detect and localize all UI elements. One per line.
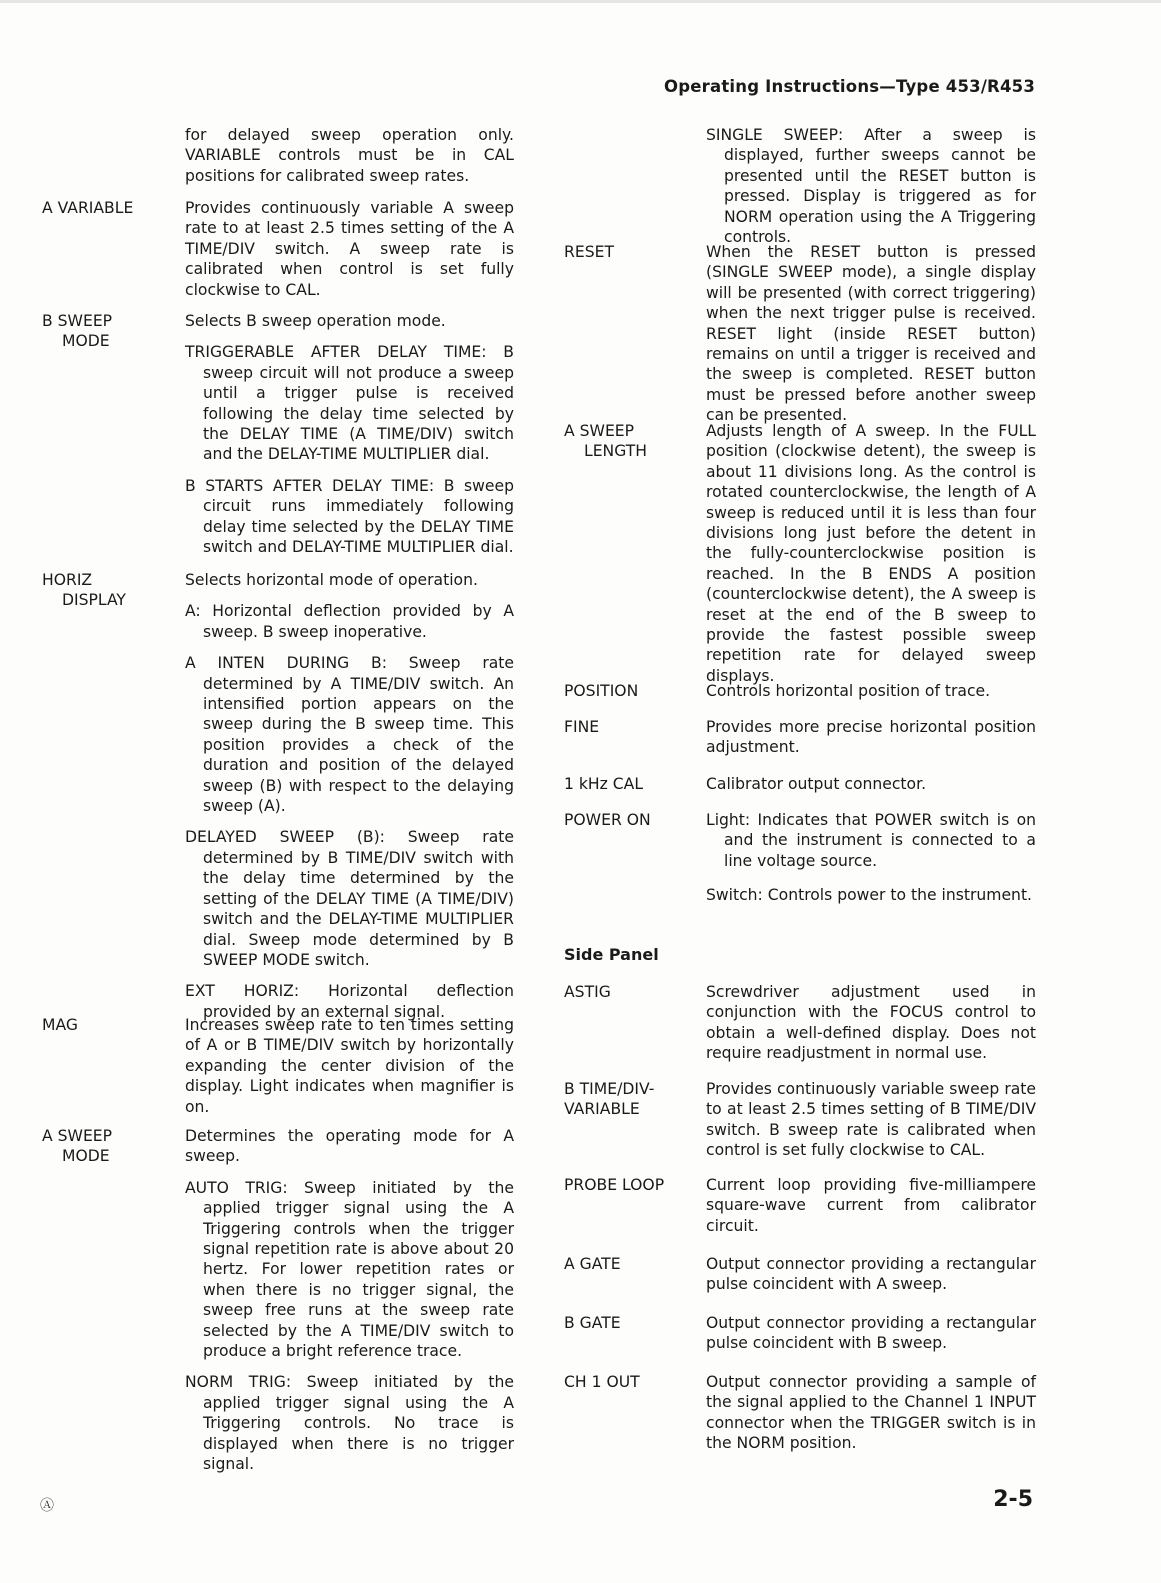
horiz-display-p3: A INTEN DURING B: Sweep rate determined by A TIME/DIV switch. An intensified portion appears on the sweep during the B sweep time. This position provides a check of the duration and position of the delayed sweep (B) with respect to the delaying sweep (A). (185, 654, 514, 816)
term-probe-loop: PROBE LOOP (564, 1176, 665, 1194)
desc-mag: Increases sweep rate to ten times setting of A or B TIME/DIV switch by horizontally expanding the center division of the display. Light indicates when magnifier is on. (185, 1016, 514, 1116)
desc-position: Controls horizontal position of trace. (706, 682, 991, 700)
desc-cal: Calibrator output connector. (706, 775, 927, 793)
term-reset: RESET (564, 243, 614, 261)
term-ch1-out: CH 1 OUT (564, 1373, 640, 1391)
desc-a-sweep-length: Adjusts length of A sweep. In the FULL position (clockwise detent), the sweep is about 11 divisions long. As the control is rotated counterclockwise, the length of A sweep is reduced until it is less than four divisions long just before the detent in the fully-counterclockwise position is reached. In the B ENDS A position (counterclockwise detent), the A sweep is reset at the end of the B sweep to provide the fastest possible sweep repetition rate for delayed sweep displays. (706, 422, 1036, 685)
desc-probe-loop: Current loop providing five-milliampere square-wave current from calibrator circuit. (706, 1176, 1036, 1235)
b-sweep-mode-p1: Selects B sweep operation mode. (185, 312, 446, 330)
intro-text: for delayed sweep operation only. VARIABLE controls must be in CAL positions for calibrated sweep rates. (185, 126, 514, 185)
term-power-on: POWER ON (564, 811, 651, 829)
term-b-sweep-mode: B SWEEP MODE (42, 312, 113, 351)
desc-reset: When the RESET button is pressed (SINGLE SWEEP mode), a single display will be presented (with correct triggering) when the next trigger pulse is received. RESET light (inside RESET button) remains on until a trigger is received and the sweep is completed. RESET button must be pressed before another sweep can be presented. (706, 243, 1036, 425)
footer-mark: Ⓐ (40, 1498, 54, 1514)
desc-astig: Screwdriver adjustment used in conjunction with the FOCUS control to obtain a well-defined display. Does not require readjustment in normal use. (706, 983, 1036, 1063)
term-mag: MAG (42, 1016, 78, 1034)
term-a-variable: A VARIABLE (42, 199, 134, 217)
term-position: POSITION (564, 682, 639, 700)
a-sweep-mode-p1: Determines the operating mode for A sweep. (185, 1127, 514, 1166)
desc-a-gate: Output connector providing a rectangular pulse coincident with A sweep. (706, 1255, 1036, 1294)
desc-ch1-out: Output connector providing a sample of the signal applied to the Channel 1 INPUT connector when the TRIGGER switch is in the NORM position. (706, 1373, 1036, 1453)
single-sweep-text: SINGLE SWEEP: After a sweep is displayed, further sweeps cannot be presented until the RESET button is pressed. Display is triggered as for NORM operation using the A Triggering controls. (706, 126, 1036, 247)
section-side-panel: Side Panel (564, 945, 659, 964)
power-on-p1: Light: Indicates that POWER switch is on and the instrument is connected to a line voltage source. (706, 811, 1036, 870)
b-sweep-mode-p2: TRIGGERABLE AFTER DELAY TIME: B sweep circuit will not produce a sweep until a trigger pulse is received following the delay time selected by the DELAY TIME (A TIME/DIV) switch and the DELAY-TIME MULTIPLIER dial. (185, 343, 514, 464)
a-sweep-mode-p3: NORM TRIG: Sweep initiated by the applied trigger signal using the A Triggering controls. No trace is displayed when there is no trigger signal. (185, 1373, 514, 1474)
desc-b-time-var: Provides continuously variable sweep rate to at least 2.5 times setting of B TIME/DIV switch. B sweep rate is calibrated when control is set fully clockwise to CAL. (706, 1080, 1036, 1160)
desc-b-gate: Output connector providing a rectangular pulse coincident with B sweep. (706, 1314, 1036, 1353)
a-sweep-mode-p2: AUTO TRIG: Sweep initiated by the applied trigger signal using the A Triggering controls when the trigger signal repetition rate is above about 20 hertz. For lower repetition rates or when there is no trigger signal, the sweep free runs at the sweep rate selected by the A TIME/DIV switch to produce a bright reference trace. (185, 1178, 514, 1361)
horiz-display-p4: DELAYED SWEEP (B): Sweep rate determined by B TIME/DIV switch with the delay time determined by the setting of the DELAY TIME (A TIME/DIV) switch and the DELAY-TIME MULTIPLIER dial. Sweep mode determined by B SWEEP MODE switch. (185, 828, 514, 969)
term-a-sweep-mode: A SWEEP MODE (42, 1127, 113, 1166)
desc-fine: Provides more precise horizontal position adjustment. (706, 718, 1036, 757)
term-horiz-display: HORIZ DISPLAY (42, 571, 126, 610)
page-header: Operating Instructions—Type 453/R453 (664, 77, 1035, 96)
horiz-display-p2: A: Horizontal deflection provided by A sweep. B sweep inoperative. (185, 602, 514, 641)
term-a-gate: A GATE (564, 1255, 621, 1273)
term-b-time-var: B TIME/DIV- VARIABLE (564, 1080, 655, 1119)
horiz-display-p1: Selects horizontal mode of operation. (185, 571, 478, 589)
term-a-sweep-length: A SWEEP LENGTH (564, 422, 647, 461)
term-astig: ASTIG (564, 983, 611, 1001)
b-sweep-mode-p3: B STARTS AFTER DELAY TIME: B sweep circuit runs immediately following delay time selected by the DELAY TIME switch and DELAY-TIME MULTIPLIER dial. (185, 476, 514, 557)
horiz-display-p5: EXT HORIZ: Horizontal deflection provided by an external signal. (185, 982, 514, 1021)
page-number: 2-5 (993, 1487, 1033, 1512)
term-fine: FINE (564, 718, 600, 736)
power-on-p2: Switch: Controls power to the instrument. (706, 886, 1033, 905)
term-b-gate: B GATE (564, 1314, 621, 1332)
scan-edge (0, 0, 1161, 3)
term-cal: 1 kHz CAL (564, 775, 644, 793)
desc-a-variable: Provides continuously variable A sweep rate to at least 2.5 times setting of the A TIME/DIV switch. A sweep rate is calibrated when control is set fully clockwise to CAL. (185, 199, 514, 299)
